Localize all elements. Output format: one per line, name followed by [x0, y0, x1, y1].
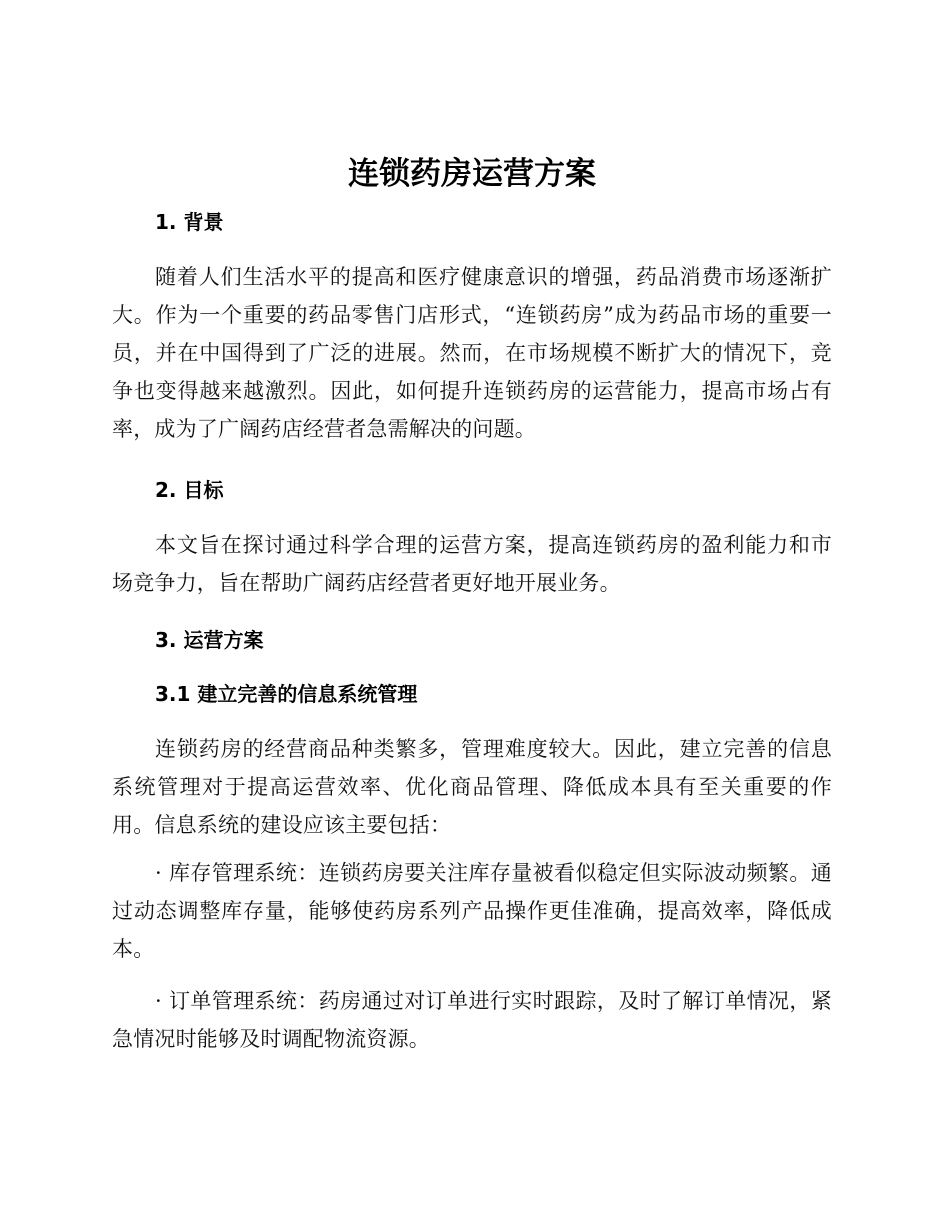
- section-heading-goal: 2. 目标: [155, 478, 224, 502]
- section-heading-plan: 3. 运营方案: [155, 628, 264, 652]
- section-heading-background: 1. 背景: [155, 210, 224, 234]
- document-title: 连锁药房运营方案: [348, 156, 596, 192]
- document-page: [112, 148, 832, 1058]
- bullet-order-system: · 订单管理系统：药房通过对订单进行实时跟踪，及时了解订单情况，紧急情况时能够及时调配物流资源。: [112, 989, 832, 1051]
- bullet-inventory-system: · 库存管理系统：连锁药房要关注库存量被看似稳定但实际波动频繁。通过动态调整库存量，能够使药房系列产品操作更佳准确，提高效率，降低成本。: [112, 861, 832, 961]
- subsection-heading-3-1: 3.1 建立完善的信息系统管理: [155, 682, 418, 706]
- goal-paragraph: 本文旨在探讨通过科学合理的运营方案，提高连锁药房的盈利能力和市场竞争力，旨在帮助广阔药店经营者更好地开展业务。: [112, 533, 832, 595]
- subsection-3-1-paragraph: 连锁药房的经营商品种类繁多，管理难度较大。因此，建立完善的信息系统管理对于提高运营效率、优化商品管理、降低成本具有至关重要的作用。信息系统的建设应该主要包括：: [112, 737, 832, 837]
- background-paragraph: 随着人们生活水平的提高和医疗健康意识的增强，药品消费市场逐渐扩大。作为一个重要的药品零售门店形式，“连锁药房”成为药品市场的重要一员，并在中国得到了广泛的进展。然而，在市场规模不断扩大的情况下，竞争也变得越来越激烈。因此，如何提升连锁药房的运营能力，提高市场占有率，成为了广阔药店经营者急需解决的问题。: [112, 265, 832, 441]
